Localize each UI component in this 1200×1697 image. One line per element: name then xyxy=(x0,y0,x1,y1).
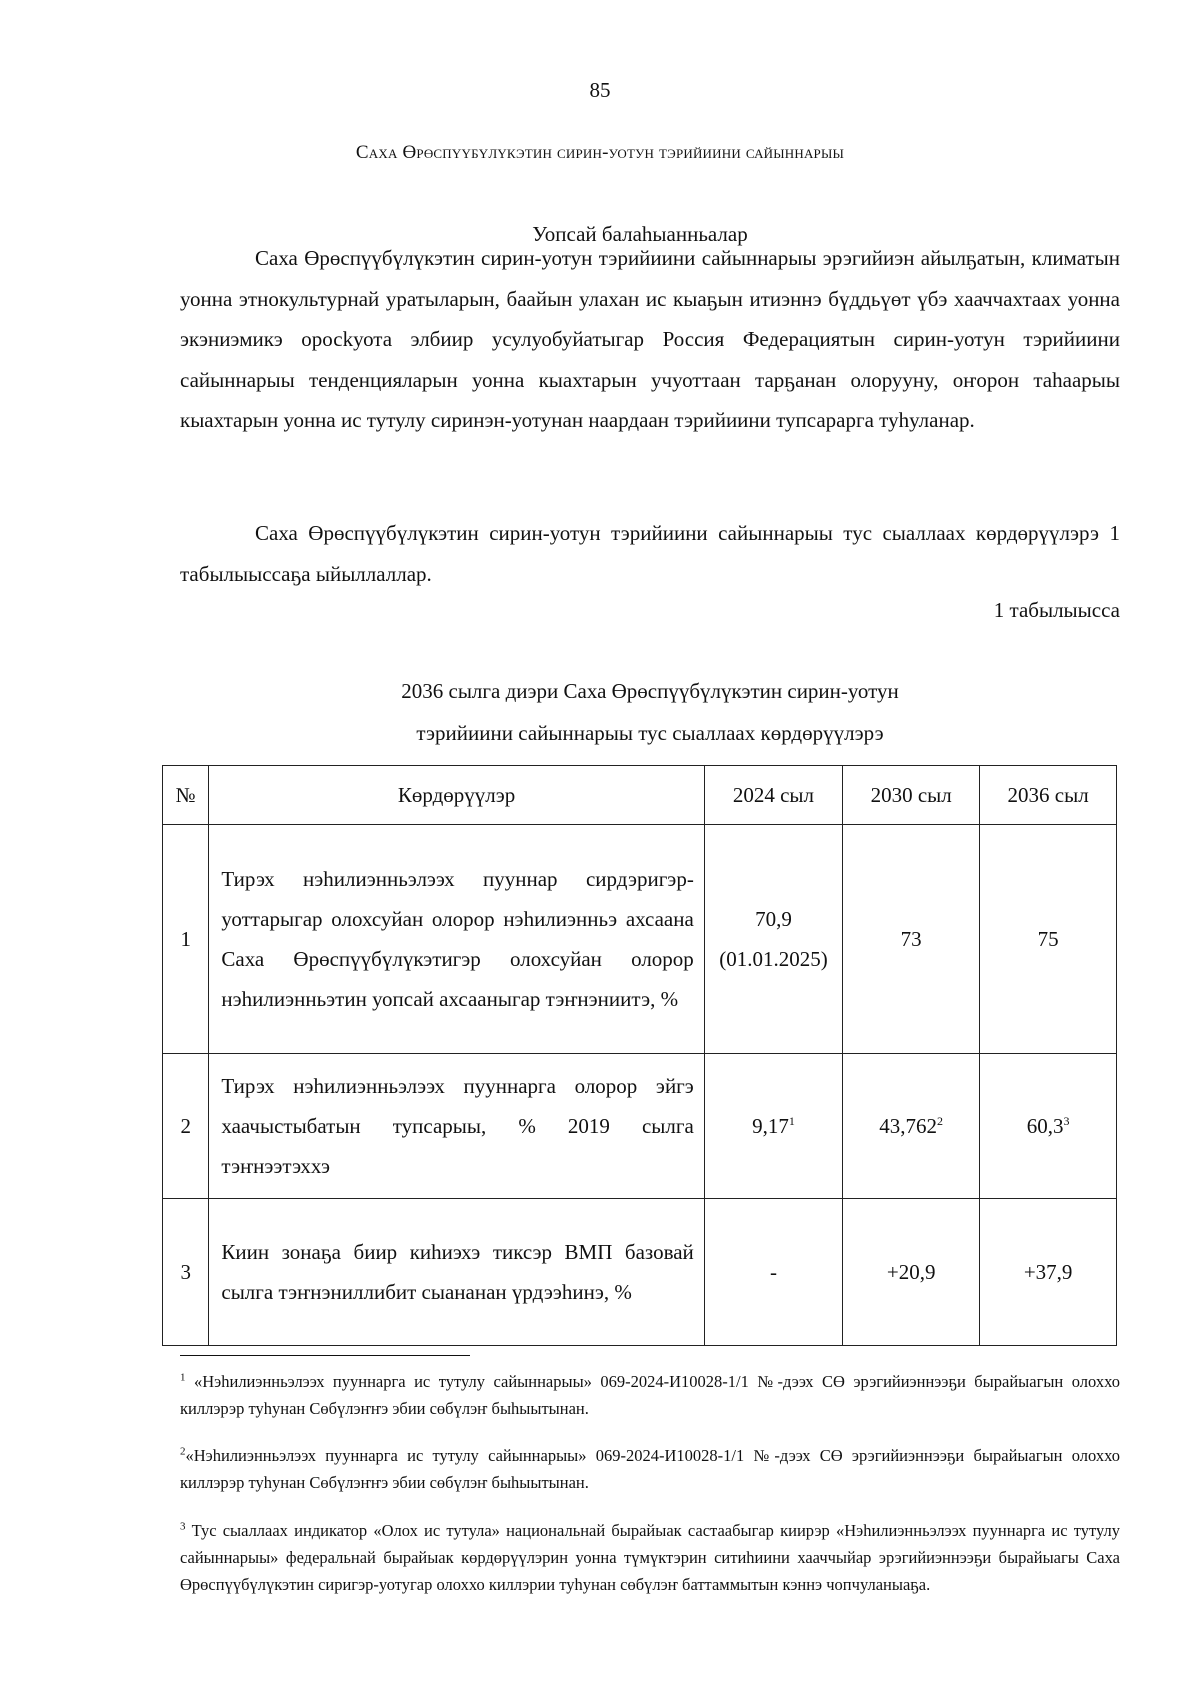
section-title: Уопсай балаһыанньалар xyxy=(532,222,748,246)
footnote-ref: 2 xyxy=(937,1113,944,1128)
value-2024: 70,9 xyxy=(755,907,792,931)
row-number: 3 xyxy=(163,1199,209,1346)
table-caption-line-2: тэрийиини сайыннарыы тус сыаллаах көрдөрүүлэрэ xyxy=(416,721,884,745)
footnote-mark: 3 xyxy=(180,1520,186,1533)
value-text: 43,762 xyxy=(879,1113,938,1138)
footnote-text: Тус сыаллаах индикатор «Олох ис тутула» национальнай бырайыак састаабыгар киирэр «Нэһилиэнньэлээх пууннарга ис тутулу сайыннарыы» федеральнай бырайыак көрдөрүүлэрин уонна түмүктэрин ситиһиини хааччыйар эрэгийиэннээҕи бырайыагы Саха Өрөспүүбүлүкэтин сиригэр-уотугар олоххо киллэрии туһунан сөбүлэҥ баттаммытын кэннэ чопчуланыаҕа. xyxy=(180,1521,1120,1594)
table-row xyxy=(163,825,1117,1054)
paragraph-2: Саха Өрөспүүбүлүкэтин сирин-уотун тэрийиини сайыннарыы тус сыаллаах көрдөрүүлэрэ 1 табылыыссаҕа ыйыллаллар. xyxy=(180,521,1120,586)
row-value-2024 xyxy=(704,1054,842,1199)
footnote-3 xyxy=(180,1517,1120,1598)
footnote-2 xyxy=(180,1442,1120,1496)
document-heading: Саха Өрөспүүбүлүкэтин сирин-уотун тэрийиини сайыннарыы xyxy=(355,142,845,163)
footnote-ref: 1 xyxy=(788,1113,795,1128)
table-header-row xyxy=(163,766,1117,825)
header-2024: 2024 сыл xyxy=(704,766,842,825)
page-number: 85 xyxy=(589,78,611,102)
row-value-2036: 75 xyxy=(980,825,1117,1054)
header-2036: 2036 сыл xyxy=(980,766,1117,825)
footnote-mark: 2 xyxy=(180,1445,186,1458)
row-number: 2 xyxy=(163,1054,209,1199)
paragraph-1: Саха Өрөспүүбүлүкэтин сирин-уотун тэрийиини сайыннарыы эрэгийиэн айылҕатын, климатын уонна этнокультурнай уратыларын, баайын улахан ис кыаҕын итиэннэ бүддьүөт үбэ хааччахтаах уонна экэниэмикэ оросkуота элбиир усулуобуйатыгар Россия Федерациятын сирин-уотун тэрийиини сайыннарыы тенденцияларын уонна кыахтарын учуоттаан тарҕанан олоруунy, оҥорон таһаарыы кыахтарын уонна ис тутулу сиринэн-уотунан наардаан тэрийиини тупсарарга туһуланар. xyxy=(180,246,1120,432)
row-number: 1 xyxy=(163,825,209,1054)
table-caption-line-1: 2036 сылга диэри Саха Өрөспүүбүлүкэтин сирин-уотун xyxy=(401,679,899,703)
footnote-separator xyxy=(180,1355,470,1356)
row-value-2024: - xyxy=(704,1199,842,1346)
footnote-ref: 3 xyxy=(1063,1113,1070,1128)
indicators-table xyxy=(162,765,1117,1346)
footnote-text: «Нэһилиэнньэлээх пууннарга ис тутулу сайыннарыы» 069-2024-И10028-1/1 №-дээх СӨ эрэгийиэннээҕи бырайыагын олоххо киллэрэр туһунан Сөбүлэҥҥэ эбии сөбүлэҥ быһыытынан. xyxy=(180,1446,1120,1492)
header-number: № xyxy=(163,766,209,825)
value-2024-date: (01.01.2025) xyxy=(719,947,828,971)
row-indicator: Тирэх нэһилиэнньэлээх пууннар сирдэригэр-уоттарыгар олохсуйан олорор нэһилиэнньэ ахсаана Саха Өрөспүүбүлүкэтигэр олохсуйан олорор нэһилиэнньэтин уопсай ахсааныгар тэҥнэниитэ, % xyxy=(209,825,704,1054)
row-value-2030: +20,9 xyxy=(843,1199,980,1346)
table-row xyxy=(163,1199,1117,1346)
table-row xyxy=(163,1054,1117,1199)
row-indicator: Киин зонаҕа биир киһиэхэ тиксэр ВМП базовай сылга тэҥнэниллибит сыананан үрдээһинэ, % xyxy=(209,1199,704,1346)
value-text: 9,17 xyxy=(752,1113,789,1138)
footnote-1 xyxy=(180,1368,1120,1422)
footnote-mark: 1 xyxy=(180,1371,186,1384)
row-value-2024 xyxy=(704,825,842,1054)
value-text: 60,3 xyxy=(1026,1113,1064,1138)
footnote-text: «Нэһилиэнньэлээх пууннарга ис тутулу сайыннарыы» 069-2024-И10028-1/1 №-дээх СӨ эрэгийиэннээҕи бырайыагын олоххо киллэрэр туһунан Сөбүлэҥҥэ эбии сөбүлэҥ быһыытынан. xyxy=(180,1372,1120,1418)
header-2030: 2030 сыл xyxy=(843,766,980,825)
header-indicators: Көрдөрүүлэр xyxy=(209,766,704,825)
row-value-2036 xyxy=(980,1054,1117,1199)
row-value-2036: +37,9 xyxy=(980,1199,1117,1346)
row-value-2030 xyxy=(843,1054,980,1199)
row-value-2030: 73 xyxy=(843,825,980,1054)
table-caption xyxy=(160,670,1140,754)
table-reference: 1 табылыысса xyxy=(993,598,1120,622)
row-indicator: Тирэх нэһилиэнньэлээх пууннарга олорор эйгэ хаачыстыбатын тупсарыы, % 2019 сылга тэҥнээтэххэ xyxy=(209,1054,704,1199)
